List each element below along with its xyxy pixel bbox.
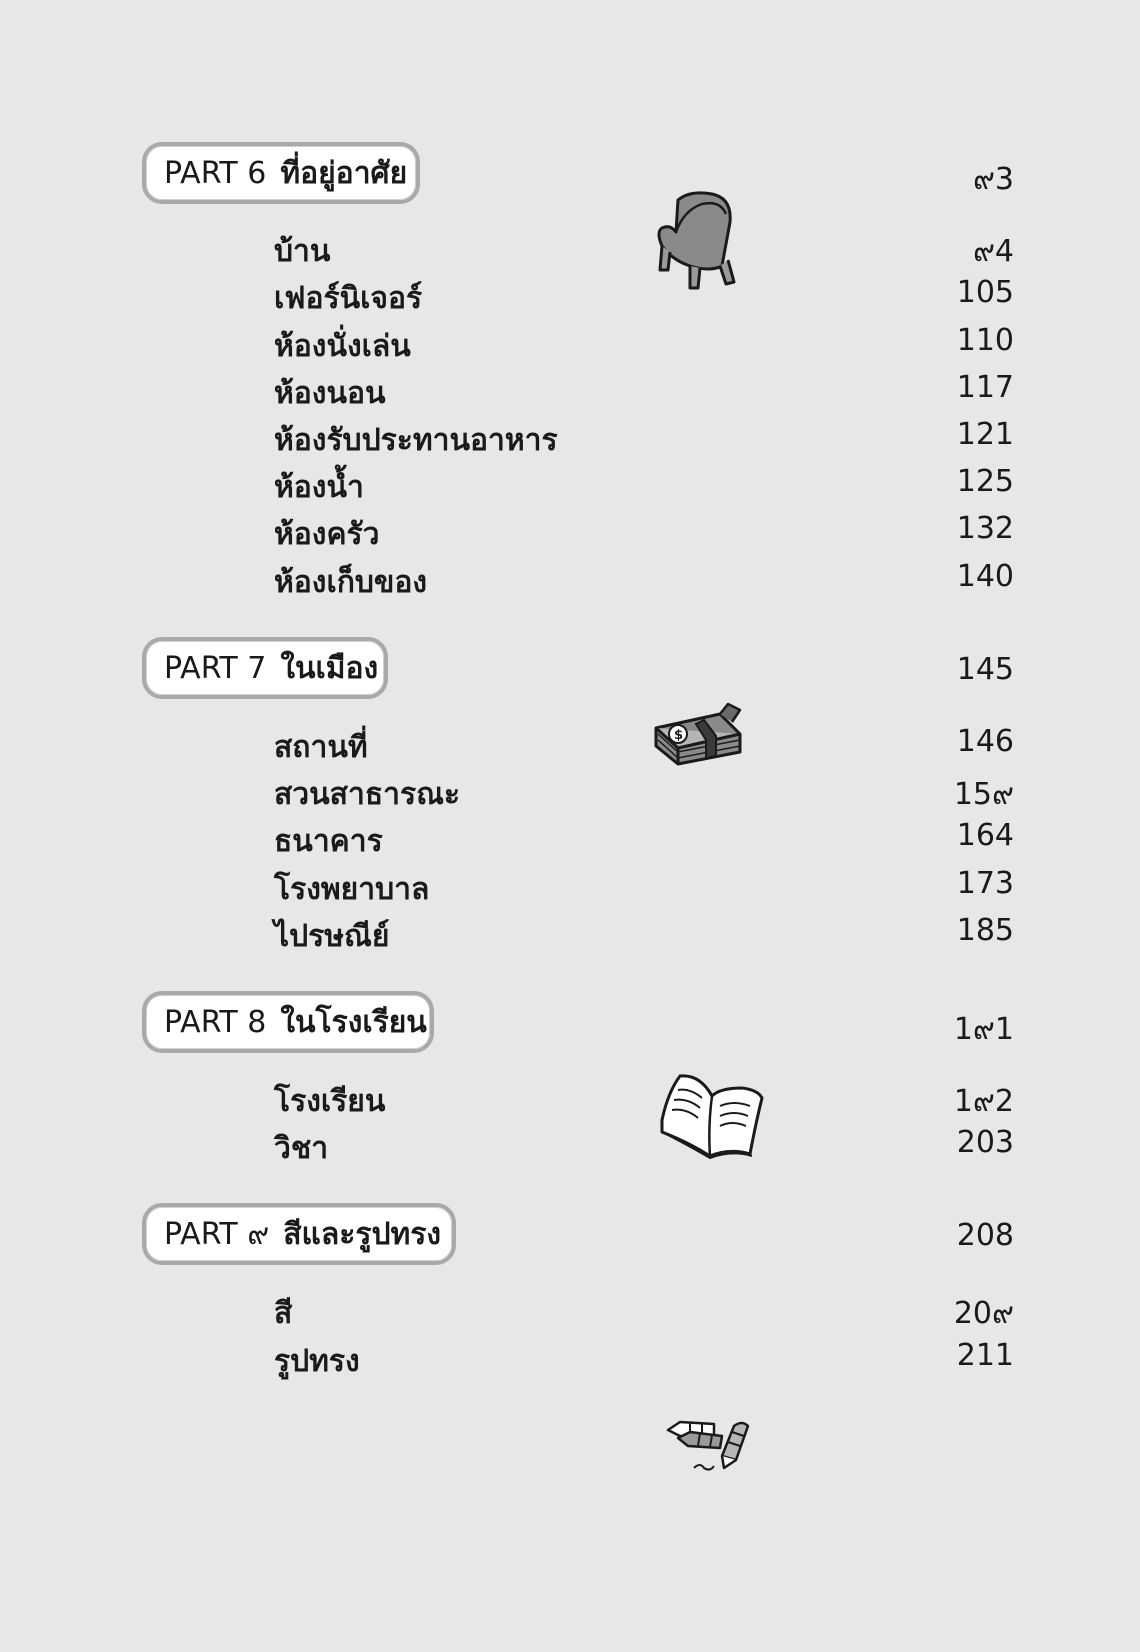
part-page-number: 145 (956, 652, 1014, 687)
toc-entry[interactable]: ห้องน้ำ (274, 470, 364, 505)
part-label: PART 7 (164, 650, 267, 686)
entry-page-number: 117 (956, 370, 1014, 405)
entry-page-number: ๙4 (972, 234, 1014, 269)
entry-page-number: 105 (956, 275, 1014, 310)
part-label: PART 8 (164, 1004, 267, 1040)
toc-entry[interactable]: สวนสาธารณะ (274, 777, 461, 812)
entry-page-number: 1๙2 (953, 1084, 1014, 1119)
part-label: PART 6 (164, 155, 267, 191)
toc-entry[interactable]: สี (274, 1296, 293, 1331)
part-page-number: 208 (956, 1218, 1014, 1253)
entry-page-number: 121 (956, 417, 1014, 452)
entry-page-number: 132 (956, 511, 1014, 546)
part-6-header[interactable] (142, 142, 420, 204)
svg-text:$: $ (674, 728, 684, 743)
entry-page-number: 173 (956, 866, 1014, 901)
entry-page-number: 203 (956, 1125, 1014, 1160)
entry-page-number: 185 (956, 913, 1014, 948)
toc-entry[interactable]: รูปทรง (274, 1344, 360, 1379)
part-title: ในโรงเรียน (280, 1004, 427, 1040)
toc-entry[interactable]: เฟอร์นิเจอร์ (274, 281, 423, 316)
armchair-icon (650, 188, 750, 294)
toc-entry[interactable]: โรงเรียน (274, 1084, 386, 1119)
part-title: ที่อยู่อาศัย (280, 155, 408, 191)
toc-entry[interactable]: บ้าน (274, 234, 331, 269)
crayons-icon (664, 1412, 760, 1474)
toc-entry[interactable]: ห้องรับประทานอาหาร (274, 423, 558, 458)
toc-entry[interactable]: ห้องนอน (274, 376, 386, 411)
toc-entry[interactable]: ห้องเก็บของ (274, 565, 428, 600)
part-page-number: ๙3 (972, 162, 1014, 197)
money-stack-icon (650, 700, 746, 768)
toc-entry[interactable]: ห้องนั่งเล่น (274, 329, 411, 364)
toc-entry[interactable]: โรงพยาบาล (274, 872, 430, 907)
entry-page-number: 164 (956, 818, 1014, 853)
entry-page-number: 146 (956, 724, 1014, 759)
entry-page-number: 20๙ (953, 1296, 1014, 1331)
part-label: PART ๙ (164, 1216, 270, 1252)
entry-page-number: 211 (956, 1338, 1014, 1373)
toc-entry[interactable]: วิชา (274, 1131, 329, 1166)
entry-page-number: 15๙ (953, 777, 1014, 812)
part-title: ในเมือง (280, 650, 379, 686)
part-title: สีและรูปทรง (283, 1216, 442, 1252)
part-8-header[interactable] (142, 991, 434, 1053)
toc-entry[interactable]: ธนาคาร (274, 824, 383, 859)
toc-entry[interactable]: ไปรษณีย์ (274, 919, 390, 954)
entry-page-number: 110 (956, 323, 1014, 358)
part-9-header[interactable] (142, 1203, 456, 1265)
part-7-header[interactable] (142, 637, 388, 699)
entry-page-number: 140 (956, 559, 1014, 594)
open-book-icon (658, 1072, 766, 1162)
toc-entry[interactable]: สถานที่ (274, 730, 368, 765)
toc-entry[interactable]: ห้องครัว (274, 517, 380, 552)
part-page-number: 1๙1 (953, 1012, 1014, 1047)
entry-page-number: 125 (956, 464, 1014, 499)
